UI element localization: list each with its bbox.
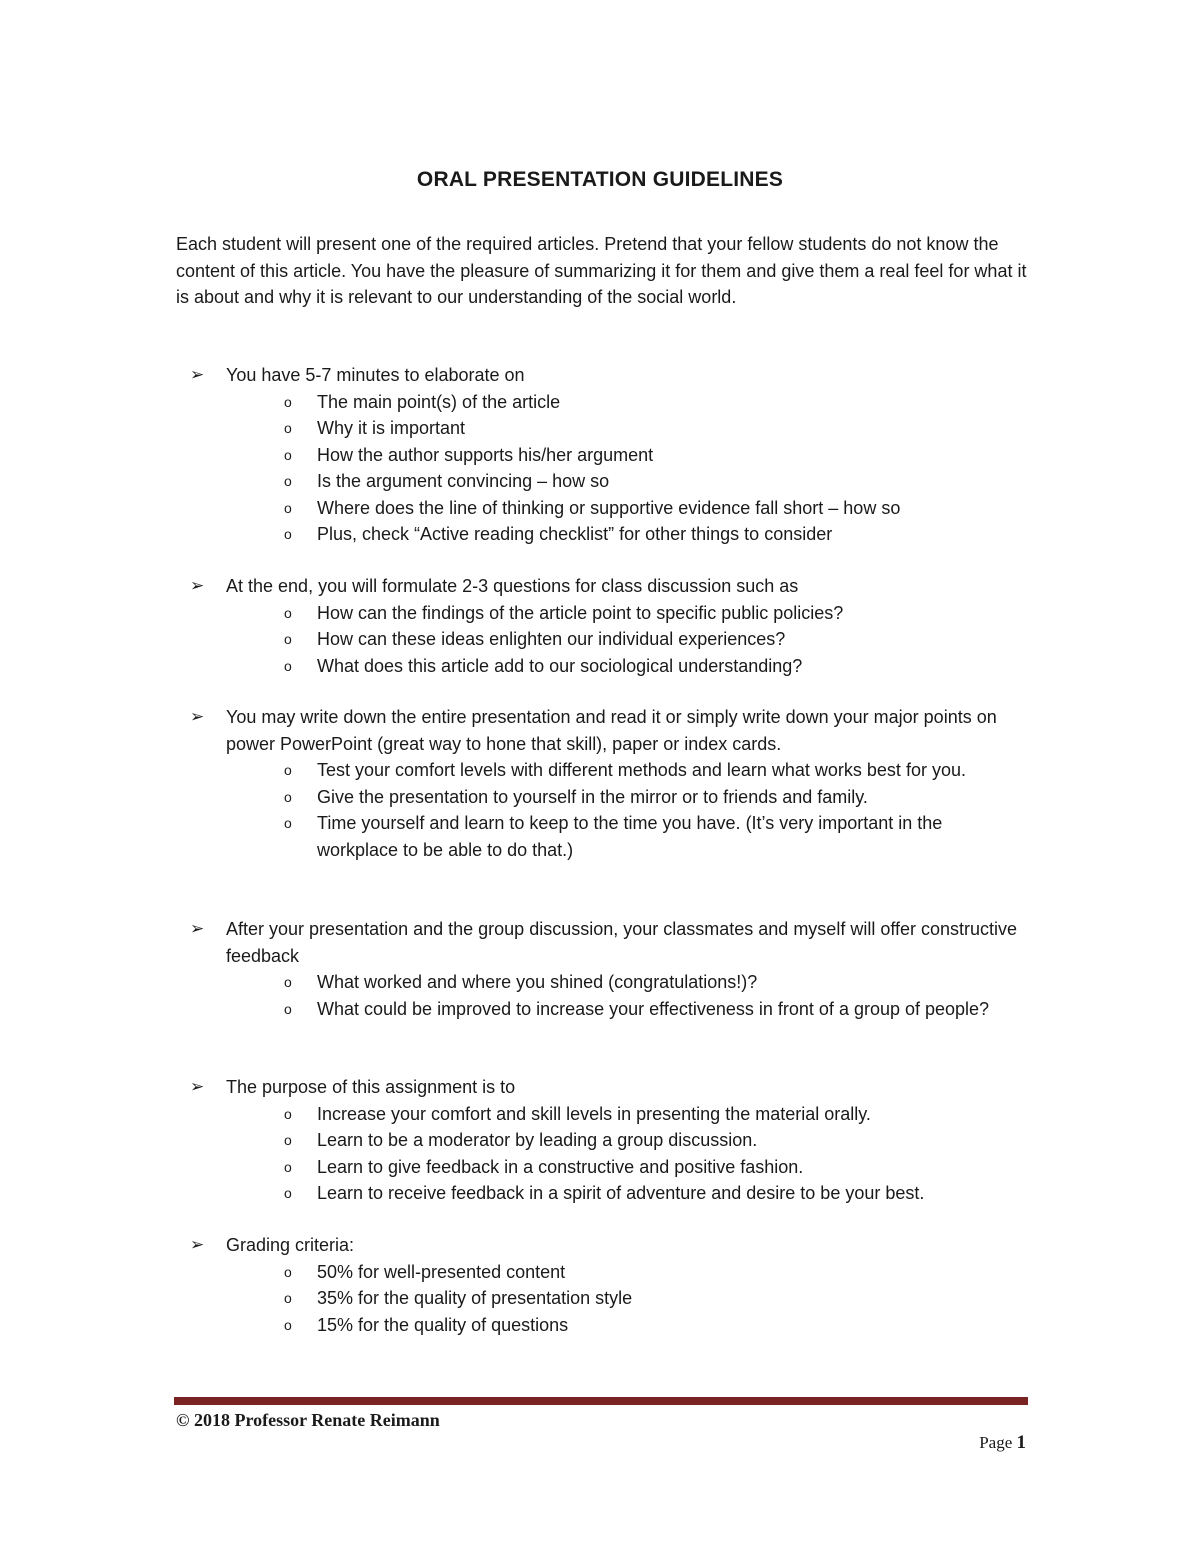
hollow-circle-bullet-icon: o: [284, 788, 292, 805]
list-item: [0, 468, 1027, 495]
page-title: ORAL PRESENTATION GUIDELINES: [416, 168, 784, 191]
list-item-text: Time yourself and learn to keep to the time you have. (It’s very important in the workplace to be able to do that.): [317, 813, 943, 860]
list-item-text: Learn to give feedback in a constructive and positive fashion.: [317, 1156, 804, 1177]
main-bullet-item: [0, 704, 1026, 757]
list-item-text: Why it is important: [317, 418, 466, 438]
list-item-text: How can these ideas enlighten our individual experiences?: [317, 629, 786, 649]
list-item: [0, 653, 1027, 680]
intro-paragraph: [176, 231, 1036, 311]
main-bullet-text: You may write down the entire presentation and read it or simply write down your major points on power PowerPoint (great way to hone that skill), paper or index cards.: [226, 707, 997, 754]
list-item: [0, 1312, 1027, 1339]
list-item: [0, 1259, 1027, 1286]
list-item-text: How can the findings of the article point to specific public policies?: [317, 602, 844, 623]
main-bullet-text: Grading criteria:: [226, 1235, 355, 1255]
arrowhead-bullet-icon: ➢: [190, 707, 205, 726]
arrowhead-bullet-icon: ➢: [190, 1235, 205, 1254]
hollow-circle-bullet-icon: o: [284, 446, 292, 463]
list-item-text: 15% for the quality of questions: [317, 1314, 569, 1335]
list-item: [0, 996, 1027, 1023]
page-label: Page: [979, 1433, 1013, 1452]
section-purpose: [0, 1074, 1200, 1207]
list-item-text: Where does the line of thinking or supportive evidence fall short – how so: [317, 497, 901, 518]
section-time: [0, 362, 1200, 548]
list-item: [0, 521, 1027, 548]
section-grading: [0, 1232, 1200, 1338]
main-bullet-text: After your presentation and the group discussion, your classmates and myself will offer constructive feedback: [226, 919, 1018, 966]
list-item-text: 50% for well-presented content: [317, 1261, 566, 1282]
list-item-text: Plus, check “Active reading checklist” for other things to consider: [317, 524, 833, 544]
hollow-circle-bullet-icon: o: [284, 499, 292, 516]
list-item: [0, 415, 1027, 442]
main-bullet-item: [0, 362, 1026, 389]
sub-list: [0, 600, 1200, 680]
hollow-circle-bullet-icon: o: [284, 526, 292, 542]
list-item-text: 35% for the quality of presentation style: [317, 1288, 633, 1308]
sub-list: [0, 757, 1200, 863]
hollow-circle-bullet-icon: o: [284, 393, 292, 410]
list-item: [0, 600, 1027, 627]
hollow-circle-bullet-icon: o: [284, 762, 292, 778]
list-item: [0, 1285, 1027, 1312]
list-item-text: Test your comfort levels with different methods and learn what works best for you.: [317, 760, 966, 780]
list-item-text: Give the presentation to yourself in the mirror or to friends and family.: [317, 786, 868, 807]
list-item-text: What could be improved to increase your effectiveness in front of a group of people?: [317, 998, 990, 1019]
list-item: [0, 1180, 1027, 1207]
sub-list: [0, 1259, 1200, 1339]
list-item-text: Learn to receive feedback in a spirit of adventure and desire to be your best.: [317, 1183, 925, 1203]
hollow-circle-bullet-icon: o: [284, 974, 292, 990]
footer-copyright: © 2018 Professor Renate Reimann: [176, 1410, 440, 1430]
hollow-circle-bullet-icon: o: [284, 815, 292, 831]
list-item: [0, 757, 1027, 784]
list-item: [0, 1101, 1027, 1128]
intro-text: Each student will present one of the required articles. Pretend that your fellow students do not know the content of this article. You have the pleasure of summarizing it for them and give them a real feel for what it is about and why it is relevant to our understanding of the social world.: [176, 234, 1027, 307]
list-item-text: Increase your comfort and skill levels in presenting the material orally.: [317, 1103, 871, 1124]
hollow-circle-bullet-icon: o: [284, 1185, 292, 1201]
arrowhead-bullet-icon: ➢: [190, 576, 205, 595]
hollow-circle-bullet-icon: o: [284, 1290, 292, 1306]
sub-list: [0, 389, 1200, 548]
list-item: [0, 810, 1027, 863]
main-bullet-item: [0, 1232, 1026, 1259]
main-bullet-item: [0, 573, 1026, 600]
sub-list: [0, 1101, 1200, 1207]
hollow-circle-bullet-icon: o: [284, 657, 292, 674]
hollow-circle-bullet-icon: o: [284, 1263, 292, 1280]
section-questions: [0, 573, 1200, 679]
list-item: [0, 969, 1027, 996]
hollow-circle-bullet-icon: o: [284, 1158, 292, 1175]
list-item: [0, 495, 1027, 522]
arrowhead-bullet-icon: ➢: [190, 1077, 205, 1096]
arrowhead-bullet-icon: ➢: [190, 919, 205, 938]
footer-rule: [174, 1397, 1028, 1405]
main-bullet-text: The purpose of this assignment is to: [226, 1077, 516, 1097]
list-item: [0, 1154, 1027, 1181]
list-item: [0, 1127, 1027, 1154]
hollow-circle-bullet-icon: o: [284, 631, 292, 647]
hollow-circle-bullet-icon: o: [284, 1105, 292, 1122]
hollow-circle-bullet-icon: o: [284, 1316, 292, 1333]
main-bullet-item: [0, 1074, 1026, 1101]
main-bullet-text: You have 5-7 minutes to elaborate on: [226, 365, 525, 385]
sub-list: [0, 969, 1200, 1022]
section-feedback: [0, 916, 1200, 1022]
hollow-circle-bullet-icon: o: [284, 604, 292, 621]
hollow-circle-bullet-icon: o: [284, 420, 292, 436]
list-item-text: What does this article add to our sociological understanding?: [317, 655, 803, 676]
list-item-text: Learn to be a moderator by leading a group discussion.: [317, 1130, 758, 1150]
list-item: [0, 784, 1027, 811]
list-item-text: The main point(s) of the article: [317, 391, 561, 412]
list-item-text: Is the argument convincing – how so: [317, 471, 610, 491]
main-bullet-text: At the end, you will formulate 2-3 questions for class discussion such as: [226, 576, 799, 596]
page-number: [979, 1432, 1026, 1454]
list-item: [0, 626, 1027, 653]
main-bullet-item: [0, 916, 1026, 969]
list-item: [0, 389, 1027, 416]
hollow-circle-bullet-icon: o: [284, 473, 292, 489]
list-item-text: What worked and where you shined (congratulations!)?: [317, 972, 758, 992]
hollow-circle-bullet-icon: o: [284, 1132, 292, 1148]
list-item: [0, 442, 1027, 469]
page-number-value: 1: [1016, 1432, 1026, 1453]
list-item-text: How the author supports his/her argument: [317, 444, 654, 465]
section-preparation: [0, 704, 1200, 863]
hollow-circle-bullet-icon: o: [284, 1000, 292, 1017]
arrowhead-bullet-icon: ➢: [190, 365, 205, 384]
